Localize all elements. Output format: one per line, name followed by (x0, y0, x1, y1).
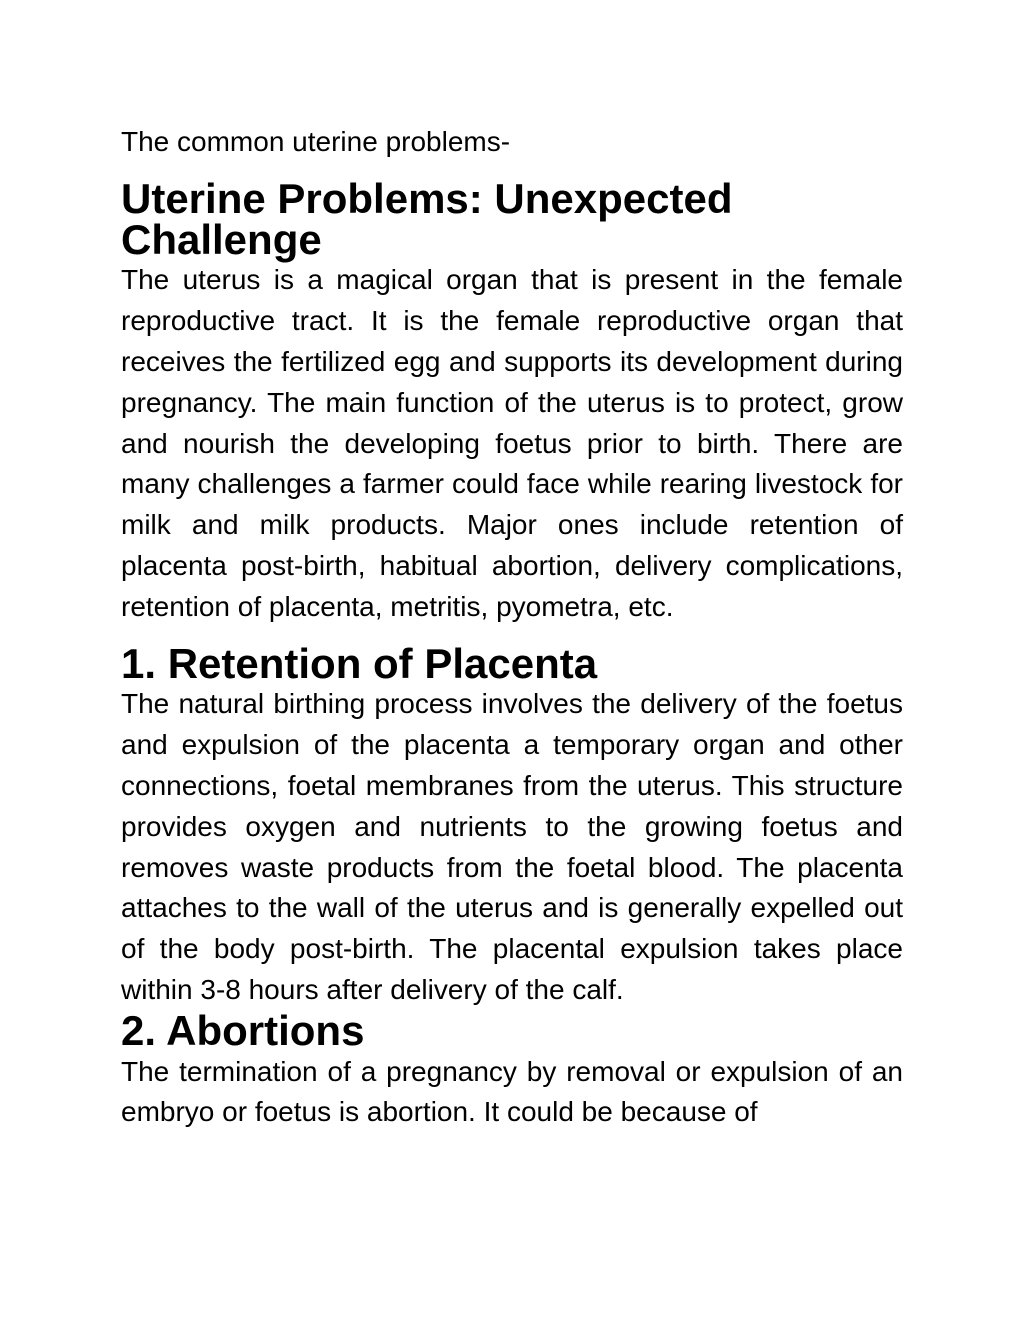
section-body-uterine-problems: The uterus is a magical organ that is present in the female reproductive tract. It is the female reproductive organ that receives the fertilized egg and supports its development during pregnancy. The main function of the uterus is to protect, grow and nourish the developing foetus prior to birth. There are many challenges a farmer could face while rearing livestock for milk and milk products. Major ones include retention of placenta post-birth, habitual abortion, delivery complications, retention of placenta, metritis, pyometra, etc. (121, 264, 903, 622)
section-heading-abortions: 2. Abortions (121, 1006, 365, 1054)
section-body-abortions: The termination of a pregnancy by removal or expulsion of an embryo or foetus is abortion. It could be because of (121, 1055, 903, 1128)
intro-line: The common uterine problems- (121, 126, 511, 157)
section-body-retention-of-placenta: The natural birthing process involves the delivery of the foetus and expulsion of the placenta a temporary organ and other connections, foetal membranes from the uterus. This structure provides oxygen and nutrients to the growing foetus and removes waste products from the foetal blood. The placenta attaches to the wall of the uterus and is generally expelled out of the body post-birth. The placental expulsion takes place within 3-8 hours after delivery of the calf. (121, 688, 903, 1005)
section-heading-uterine-problems: Uterine Problems: Unexpected Challenge (121, 174, 733, 263)
document-page (121, 122, 903, 1133)
section-heading-retention-of-placenta: 1. Retention of Placenta (121, 639, 598, 687)
